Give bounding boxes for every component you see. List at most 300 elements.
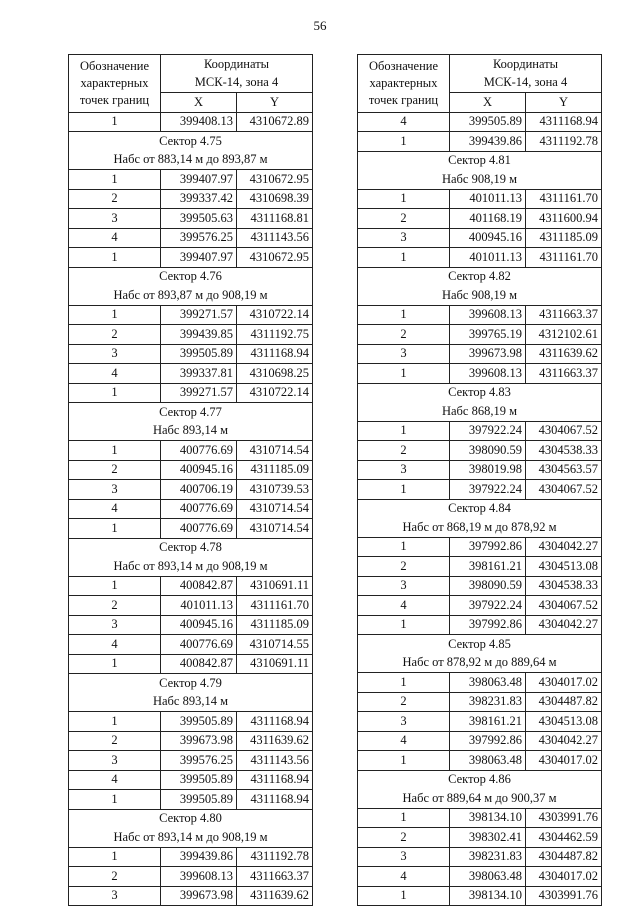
coord-y: 4311639.62 [237, 731, 313, 751]
sector-height: Набс от 868,19 м до 878,92 м [358, 518, 602, 537]
point-number: 2 [358, 828, 450, 848]
table-row [69, 576, 313, 596]
coord-y: 4303991.76 [526, 808, 602, 828]
coord-y: 4310722.14 [237, 383, 313, 403]
coord-y: 4311600.94 [526, 209, 602, 229]
table-row [69, 731, 313, 751]
table-row [69, 596, 313, 616]
sector-title-row [69, 267, 313, 286]
coord-x: 399608.13 [450, 364, 526, 384]
header-point-line1: Обозначение [79, 58, 150, 73]
header-point-line2: характерных [369, 75, 438, 90]
point-number: 3 [69, 480, 161, 500]
coord-x: 397922.24 [450, 480, 526, 500]
point-number: 3 [358, 712, 450, 732]
sector-height-row [358, 170, 602, 189]
coord-y: 4303991.76 [526, 886, 602, 906]
coord-x: 399505.89 [161, 790, 237, 810]
header-y: Y [526, 93, 602, 113]
coord-x: 399407.97 [161, 248, 237, 268]
table-row [358, 576, 602, 596]
point-number: 1 [358, 364, 450, 384]
table-row [69, 790, 313, 810]
coord-y: 4311639.62 [526, 344, 602, 364]
table-row [69, 228, 313, 248]
coord-y: 4310691.11 [237, 654, 313, 674]
coord-x: 399407.97 [161, 170, 237, 190]
table-row [358, 828, 602, 848]
point-number: 2 [358, 692, 450, 712]
point-number: 1 [69, 441, 161, 461]
sector-height-row [69, 151, 313, 170]
table-row [358, 712, 602, 732]
coord-y: 4311168.94 [237, 344, 313, 364]
coord-x: 399271.57 [161, 305, 237, 325]
point-number: 3 [358, 344, 450, 364]
sector-height: Набс 893,14 м [69, 693, 313, 712]
coordinates-table-left [68, 54, 313, 906]
sector-title-row [358, 267, 602, 286]
table-row [69, 886, 313, 906]
point-number: 1 [358, 673, 450, 693]
table-row [69, 519, 313, 539]
coord-x: 398231.83 [450, 692, 526, 712]
point-number: 3 [358, 460, 450, 480]
coord-y: 4304538.33 [526, 576, 602, 596]
table-row [358, 480, 602, 500]
coord-y: 4304067.52 [526, 421, 602, 441]
point-number: 3 [69, 209, 161, 229]
coord-y: 4311639.62 [237, 886, 313, 906]
coord-y: 4311663.37 [526, 364, 602, 384]
coord-y: 4310672.95 [237, 248, 313, 268]
coord-x: 399337.81 [161, 364, 237, 384]
point-number: 2 [358, 441, 450, 461]
table-row [358, 421, 602, 441]
sector-title: Сектор 4.82 [358, 267, 602, 286]
coord-y: 4311168.94 [237, 712, 313, 732]
sector-title-row [69, 809, 313, 828]
coord-y: 4310714.54 [237, 441, 313, 461]
coord-y: 4310698.25 [237, 364, 313, 384]
point-number: 1 [69, 654, 161, 674]
sector-height: Набс от 893,14 м до 908,19 м [69, 557, 313, 576]
sector-title-row [358, 151, 602, 170]
sector-height-row [358, 286, 602, 305]
point-number: 1 [69, 790, 161, 810]
point-number: 3 [69, 615, 161, 635]
table-row [69, 112, 313, 132]
coord-x: 399337.42 [161, 189, 237, 209]
coord-y: 4310672.89 [237, 112, 313, 132]
sector-title: Сектор 4.86 [358, 770, 602, 789]
sector-title: Сектор 4.84 [358, 499, 602, 518]
sector-title: Сектор 4.81 [358, 151, 602, 170]
point-number: 1 [69, 112, 161, 132]
coord-x: 399673.98 [161, 886, 237, 906]
point-number: 3 [358, 228, 450, 248]
point-number: 4 [358, 112, 450, 132]
point-number: 2 [69, 189, 161, 209]
table-row [69, 189, 313, 209]
header-point-line1: Обозначение [368, 58, 439, 73]
point-number: 1 [358, 189, 450, 209]
coord-y: 4304042.27 [526, 537, 602, 557]
coord-y: 4310714.55 [237, 635, 313, 655]
point-number: 4 [69, 364, 161, 384]
table-row [358, 209, 602, 229]
table-row [69, 344, 313, 364]
point-number: 1 [358, 248, 450, 268]
header-coords-line1: Координаты [450, 55, 602, 74]
header-x: X [450, 93, 526, 113]
table-row [69, 770, 313, 790]
table-row [69, 654, 313, 674]
point-number: 4 [69, 770, 161, 790]
coord-x: 398161.21 [450, 557, 526, 577]
coord-x: 397922.24 [450, 596, 526, 616]
point-number: 2 [69, 731, 161, 751]
table-row [358, 441, 602, 461]
sector-height-row [69, 422, 313, 441]
coord-x: 398063.48 [450, 867, 526, 887]
header-coords-line2: МСК-14, зона 4 [450, 74, 602, 93]
table-row [358, 615, 602, 635]
coord-y: 4304538.33 [526, 441, 602, 461]
point-number: 3 [69, 751, 161, 771]
point-number: 1 [69, 248, 161, 268]
coord-x: 398063.48 [450, 751, 526, 771]
table-row [358, 189, 602, 209]
coord-x: 399439.85 [161, 325, 237, 345]
table-row [69, 867, 313, 887]
coord-y: 4311168.94 [526, 112, 602, 132]
coord-x: 400776.69 [161, 635, 237, 655]
table-row [69, 248, 313, 268]
coord-x: 398134.10 [450, 886, 526, 906]
coord-y: 4311192.78 [526, 132, 602, 152]
table-row [358, 847, 602, 867]
point-number: 4 [358, 867, 450, 887]
sector-height-row [358, 789, 602, 808]
coord-x: 399576.25 [161, 751, 237, 771]
sector-height-row [69, 286, 313, 305]
coord-x: 399505.89 [450, 112, 526, 132]
coord-y: 4310722.14 [237, 305, 313, 325]
coord-x: 399608.13 [450, 305, 526, 325]
sector-height: Набс 908,19 м [358, 170, 602, 189]
table-row [358, 731, 602, 751]
coord-x: 401168.19 [450, 209, 526, 229]
table-row [358, 596, 602, 616]
header-point-label [69, 55, 161, 113]
point-number: 1 [358, 537, 450, 557]
coord-y: 4304017.02 [526, 867, 602, 887]
coord-y: 4311663.37 [526, 305, 602, 325]
header-point-line3: точек границ [368, 92, 439, 107]
point-number: 4 [69, 228, 161, 248]
sector-height: Набс от 878,92 м до 889,64 м [358, 654, 602, 673]
point-number: 1 [69, 305, 161, 325]
sector-title: Сектор 4.78 [69, 538, 313, 557]
coord-x: 400842.87 [161, 576, 237, 596]
coord-y: 4310691.11 [237, 576, 313, 596]
table-row [358, 886, 602, 906]
coord-y: 4304017.02 [526, 673, 602, 693]
table-row [69, 480, 313, 500]
sector-height: Набс от 883,14 м до 893,87 м [69, 151, 313, 170]
table-row [69, 635, 313, 655]
sector-title-row [69, 403, 313, 422]
point-number: 2 [69, 867, 161, 887]
header-x: X [161, 93, 237, 113]
table-row [358, 537, 602, 557]
coord-y: 4304487.82 [526, 847, 602, 867]
table-row [358, 132, 602, 152]
point-number: 1 [358, 808, 450, 828]
table-row [69, 209, 313, 229]
sector-height-row [69, 693, 313, 712]
coord-y: 4310672.95 [237, 170, 313, 190]
page-number: 56 [313, 18, 327, 33]
coord-x: 399505.89 [161, 344, 237, 364]
sector-title: Сектор 4.75 [69, 132, 313, 151]
coord-x: 399608.13 [161, 867, 237, 887]
sector-title-row [69, 538, 313, 557]
coord-y: 4312102.61 [526, 325, 602, 345]
sector-height: Набс от 893,14 м до 908,19 м [69, 828, 313, 847]
coord-x: 399439.86 [161, 847, 237, 867]
table-row [358, 808, 602, 828]
sector-title: Сектор 4.77 [69, 403, 313, 422]
table-row [69, 170, 313, 190]
coord-x: 399408.13 [161, 112, 237, 132]
coord-y: 4311185.09 [237, 615, 313, 635]
point-number: 4 [69, 499, 161, 519]
table-row [358, 325, 602, 345]
coord-x: 398090.59 [450, 441, 526, 461]
coord-x: 399439.86 [450, 132, 526, 152]
point-number: 3 [358, 847, 450, 867]
coord-x: 401011.13 [450, 189, 526, 209]
sector-title-row [358, 770, 602, 789]
coord-y: 4311168.81 [237, 209, 313, 229]
coord-y: 4311192.75 [237, 325, 313, 345]
coord-y: 4304513.08 [526, 712, 602, 732]
coord-x: 399673.98 [161, 731, 237, 751]
point-number: 1 [358, 305, 450, 325]
coord-y: 4310739.53 [237, 480, 313, 500]
point-number: 2 [358, 209, 450, 229]
coord-x: 397992.86 [450, 537, 526, 557]
coord-y: 4311161.70 [526, 248, 602, 268]
table-row [358, 305, 602, 325]
point-number: 3 [69, 344, 161, 364]
coord-y: 4304513.08 [526, 557, 602, 577]
point-number: 2 [69, 325, 161, 345]
sector-title: Сектор 4.76 [69, 267, 313, 286]
sector-height-row [69, 557, 313, 576]
point-number: 2 [358, 325, 450, 345]
coord-y: 4304067.52 [526, 480, 602, 500]
coord-x: 399505.89 [161, 712, 237, 732]
coord-x: 398161.21 [450, 712, 526, 732]
point-number: 4 [69, 635, 161, 655]
coord-x: 399673.98 [450, 344, 526, 364]
coord-y: 4311161.70 [526, 189, 602, 209]
coord-x: 399505.63 [161, 209, 237, 229]
table-row [358, 867, 602, 887]
coord-x: 400945.16 [161, 460, 237, 480]
sector-title-row [358, 383, 602, 402]
coord-y: 4311168.94 [237, 790, 313, 810]
coord-y: 4311185.09 [526, 228, 602, 248]
table-row [69, 712, 313, 732]
sector-height: Набс от 889,64 м до 900,37 м [358, 789, 602, 808]
sector-title: Сектор 4.83 [358, 383, 602, 402]
table-row [69, 499, 313, 519]
header-point-line3: точек границ [79, 92, 150, 107]
coord-y: 4304017.02 [526, 751, 602, 771]
sector-height-row [69, 828, 313, 847]
coord-x: 400776.69 [161, 441, 237, 461]
header-coords-line1: Координаты [161, 55, 313, 74]
sector-title: Сектор 4.79 [69, 674, 313, 693]
table-row [358, 673, 602, 693]
coord-y: 4310714.54 [237, 499, 313, 519]
table-row [69, 460, 313, 480]
coord-y: 4311192.78 [237, 847, 313, 867]
coord-x: 400706.19 [161, 480, 237, 500]
table-row [358, 364, 602, 384]
coord-y: 4304042.27 [526, 731, 602, 751]
coord-y: 4311663.37 [237, 867, 313, 887]
coord-x: 400776.69 [161, 519, 237, 539]
table-row [69, 305, 313, 325]
point-number: 4 [358, 596, 450, 616]
table-row [69, 364, 313, 384]
sector-height: Набс 893,14 м [69, 422, 313, 441]
table-row [358, 460, 602, 480]
sector-title: Сектор 4.85 [358, 635, 602, 654]
sector-title: Сектор 4.80 [69, 809, 313, 828]
sector-height-row [358, 654, 602, 673]
point-number: 1 [358, 615, 450, 635]
coord-x: 398231.83 [450, 847, 526, 867]
table-row [69, 847, 313, 867]
table-row [358, 248, 602, 268]
table-row [69, 441, 313, 461]
sector-height-row [358, 402, 602, 421]
coord-y: 4304067.52 [526, 596, 602, 616]
point-number: 2 [69, 596, 161, 616]
coord-x: 401011.13 [450, 248, 526, 268]
sector-height-row [358, 518, 602, 537]
coord-y: 4311143.56 [237, 228, 313, 248]
table-row [358, 112, 602, 132]
table-row [358, 344, 602, 364]
point-number: 2 [358, 557, 450, 577]
coord-x: 400776.69 [161, 499, 237, 519]
coord-x: 398134.10 [450, 808, 526, 828]
point-number: 4 [358, 731, 450, 751]
point-number: 1 [69, 712, 161, 732]
coord-x: 400842.87 [161, 654, 237, 674]
sector-title-row [358, 499, 602, 518]
coord-x: 397992.86 [450, 731, 526, 751]
coord-y: 4311161.70 [237, 596, 313, 616]
sector-title-row [69, 674, 313, 693]
coordinates-table-right [357, 54, 602, 906]
coord-x: 398090.59 [450, 576, 526, 596]
table-body-right [358, 112, 602, 906]
coord-x: 397992.86 [450, 615, 526, 635]
table-row [69, 615, 313, 635]
point-number: 1 [69, 383, 161, 403]
table-body-left [69, 112, 313, 906]
point-number: 1 [69, 170, 161, 190]
coord-x: 399271.57 [161, 383, 237, 403]
point-number: 3 [69, 886, 161, 906]
header-coords-line2: МСК-14, зона 4 [161, 74, 313, 93]
point-number: 1 [69, 576, 161, 596]
point-number: 1 [69, 519, 161, 539]
coord-y: 4304462.59 [526, 828, 602, 848]
coord-x: 399505.89 [161, 770, 237, 790]
coord-x: 398302.41 [450, 828, 526, 848]
sector-title-row [358, 635, 602, 654]
coord-x: 400945.16 [450, 228, 526, 248]
header-point-label [358, 55, 450, 113]
sector-title-row [69, 132, 313, 151]
coord-y: 4310698.39 [237, 189, 313, 209]
point-number: 1 [358, 886, 450, 906]
table-row [358, 692, 602, 712]
coord-y: 4310714.54 [237, 519, 313, 539]
point-number: 1 [358, 480, 450, 500]
sector-height: Набс 908,19 м [358, 286, 602, 305]
coord-y: 4304042.27 [526, 615, 602, 635]
table-row [358, 557, 602, 577]
table-row [69, 383, 313, 403]
sector-height: Набс 868,19 м [358, 402, 602, 421]
coord-x: 398063.48 [450, 673, 526, 693]
table-row [69, 751, 313, 771]
table-row [358, 751, 602, 771]
coord-y: 4304487.82 [526, 692, 602, 712]
coord-y: 4311185.09 [237, 460, 313, 480]
point-number: 1 [358, 751, 450, 771]
coord-x: 399765.19 [450, 325, 526, 345]
sector-height: Набс от 893,87 м до 908,19 м [69, 286, 313, 305]
point-number: 1 [358, 421, 450, 441]
coord-x: 401011.13 [161, 596, 237, 616]
point-number: 2 [69, 460, 161, 480]
coord-x: 397922.24 [450, 421, 526, 441]
point-number: 3 [358, 576, 450, 596]
table-row [69, 325, 313, 345]
point-number: 1 [69, 847, 161, 867]
coord-x: 398019.98 [450, 460, 526, 480]
table-row [358, 228, 602, 248]
header-y: Y [237, 93, 313, 113]
coord-x: 399576.25 [161, 228, 237, 248]
coord-y: 4304563.57 [526, 460, 602, 480]
header-point-line2: характерных [80, 75, 149, 90]
point-number: 1 [358, 132, 450, 152]
coord-y: 4311143.56 [237, 751, 313, 771]
coord-y: 4311168.94 [237, 770, 313, 790]
